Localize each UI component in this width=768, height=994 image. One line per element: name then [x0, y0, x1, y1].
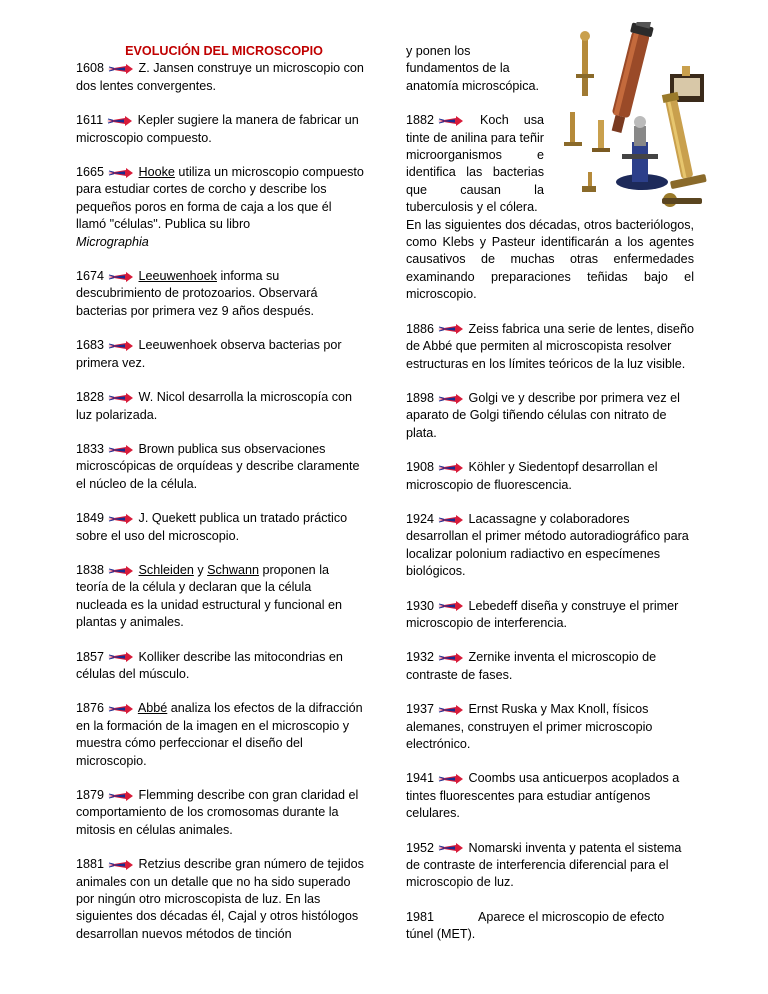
entry-year: 1898	[406, 390, 435, 405]
entry-text: Coombs usa anticuerpos acoplados a tintes fluorescentes para estudiar antígenos celulares.	[406, 771, 680, 821]
entry-text: y ponen los fundamentos de la anatomía microscópica.	[406, 44, 539, 93]
pointing-arrow-icon	[437, 324, 463, 334]
entry-year: 1828	[76, 390, 105, 405]
entry-text: Koch usa tinte de anilina para teñir microorganismos e identifica las bacterias que causan la tuberculosis y el cólera.	[406, 113, 545, 215]
entry-year: 1849	[76, 511, 105, 526]
pointing-arrow-icon	[437, 515, 463, 525]
pointing-arrow-icon	[107, 652, 133, 662]
entry-text: Z. Jansen construye un microscopio con dos lentes convergentes.	[76, 61, 364, 93]
pointing-arrow-icon	[437, 705, 463, 715]
timeline-entry-1857	[76, 649, 364, 684]
entry-year: 1932	[406, 650, 435, 665]
timeline-entry-1674	[76, 268, 364, 320]
timeline-entry-1937	[406, 701, 694, 753]
schwann-link[interactable]: Schwann	[207, 562, 259, 577]
entry-text: Nomarski inventa y patenta el sistema de contraste de interferencia diferencial para el microscopio de luz.	[406, 840, 682, 890]
timeline-entry-1683	[76, 337, 364, 372]
timeline-entry-1611	[76, 112, 364, 147]
entry-text: proponen la teoría de la célula y declaran que la célula nucleada es la unidad estructural y funcional en plantas y animales.	[76, 562, 343, 630]
entry-text-continued: En las siguientes dos décadas, otros bacteriólogos, como Klebs y Pasteur identificarán a los agentes causativos de muchas otras enfermedades examinando preparaciones teñidas bajo el microscopio.	[406, 217, 694, 302]
hooke-link[interactable]: Hooke	[138, 165, 175, 180]
document-title: EVOLUCIÓN DEL MICROSCOPIO	[125, 44, 323, 58]
abbe-link[interactable]: Abbé	[137, 701, 168, 716]
entry-year: 1857	[76, 649, 105, 664]
timeline-entry-1876	[76, 700, 364, 770]
pointing-arrow-icon	[437, 774, 463, 784]
entry-year: 1881	[76, 857, 105, 872]
entry-text: Aparece el microscopio de efecto túnel (MET).	[406, 909, 665, 942]
entry-year: 1924	[406, 511, 435, 526]
entry-text: Zeiss fabrica una serie de lentes, diseño de Abbé que permiten al microscopista resolver estructuras en los límites teóricos de la luz visible.	[406, 321, 694, 371]
entry-year: 1608	[76, 61, 105, 76]
schleiden-link[interactable]: Schleiden	[138, 562, 194, 577]
timeline-entry-1838	[76, 562, 364, 632]
left-column	[76, 40, 364, 943]
entry-text: Zernike inventa el microscopio de contraste de fases.	[406, 650, 657, 682]
timeline-entry-1924	[406, 511, 694, 581]
timeline-entry-1665	[76, 164, 364, 251]
entry-year: 1941	[406, 771, 435, 786]
pointing-arrow-icon	[437, 116, 463, 126]
entry-text: Leeuwenhoek observa bacterias por primera vez.	[76, 338, 342, 370]
pointing-arrow-icon	[107, 393, 133, 403]
timeline-entry-1879	[76, 787, 364, 839]
timeline-entry-1608	[76, 60, 364, 95]
right-column	[406, 40, 694, 944]
timeline-entry-1941	[406, 770, 694, 822]
timeline-entry-1898	[406, 390, 694, 442]
entry-text: Kepler sugiere la manera de fabricar un microscopio compuesto.	[76, 113, 359, 145]
timeline-entry-1908	[406, 459, 694, 494]
entry-1882-wrap	[406, 112, 544, 216]
entry-year: 1879	[76, 788, 105, 802]
book-title: Micrographia	[76, 234, 149, 249]
entry-year: 1930	[406, 598, 435, 613]
entry-year: 1908	[406, 460, 435, 475]
pointing-arrow-icon	[107, 64, 133, 74]
entry-year: 1876	[76, 701, 105, 716]
timeline-entry-1930	[406, 598, 694, 633]
entry-text: analiza los efectos de la difracción en la formación de la imagen en el microscopio y muestra cómo perfeccionar el diseño del microscopio.	[76, 701, 363, 768]
pointing-arrow-icon	[437, 463, 463, 473]
timeline-entry-1981	[406, 909, 694, 944]
pointing-arrow-icon	[107, 445, 133, 455]
pointing-arrow-icon	[107, 341, 133, 351]
timeline-entry-1932	[406, 649, 694, 684]
pointing-arrow-icon	[437, 394, 463, 404]
entry-text: Golgi ve y describe por primera vez el aparato de Golgi tiñendo células con nitrato de plata.	[406, 390, 680, 440]
pointing-arrow-icon	[107, 168, 133, 178]
entry-year: 1833	[76, 441, 105, 456]
entry-text: Flemming describe con gran claridad el comportamiento de los cromosomas durante la mitosis en células animales.	[76, 788, 359, 837]
entry-year: 1886	[406, 321, 435, 336]
timeline-entry-1882	[406, 112, 694, 303]
entry-year: 1665	[76, 165, 105, 180]
entry-year: 1981	[406, 909, 435, 924]
entry-text: Köhler y Siedentopf desarrollan el microscopio de fluorescencia.	[406, 460, 658, 492]
entry-text: Brown publica sus observaciones microscópicas de orquídeas y describe claramente el núcleo de la célula.	[76, 441, 360, 491]
timeline-entry-1833	[76, 441, 364, 493]
pointing-arrow-icon	[107, 272, 133, 282]
entry-year: 1611	[76, 113, 104, 128]
entry-year: 1882	[406, 113, 435, 128]
pointing-arrow-icon	[107, 514, 133, 524]
pointing-arrow-icon	[107, 566, 133, 576]
entry-text: utiliza un microscopio compuesto para estudiar cortes de corcho y describe los pequeños poros en forma de caja a los que él llamó "células". Publica su libro	[76, 165, 364, 232]
entry-year: 1952	[406, 840, 435, 855]
pointing-arrow-icon	[106, 116, 132, 126]
timeline-entry-1828	[76, 389, 364, 424]
pointing-arrow-icon	[437, 601, 463, 611]
entry-year: 1838	[76, 562, 105, 577]
entry-text: Retzius describe gran número de tejidos animales con un detalle que no ha sido superado por ningún otro microscopista de luz. En las siguientes dos décadas él, Cajal y otros histólogos desarrollan nuevos métodos de tinción	[76, 857, 364, 941]
pointing-arrow-icon	[107, 791, 133, 801]
entry-text: Lacassagne y colaboradores desarrollan el primer método autoradiográfico para localizar polonium radiactivo en especímenes biológicos.	[406, 511, 689, 579]
pointing-arrow-icon	[107, 704, 133, 714]
entry-text: Ernst Ruska y Max Knoll, físicos alemanes, construyen el primer microscopio electrónico.	[406, 702, 653, 751]
pointing-arrow-icon	[437, 843, 463, 853]
timeline-entry-1886	[406, 321, 694, 373]
leeuwenhoek-link[interactable]: Leeuwenhoek	[138, 269, 217, 284]
entry-text: W. Nicol desarrolla la microscopía con luz polarizada.	[76, 390, 353, 422]
timeline-entry-1849	[76, 510, 364, 545]
timeline-entry-1881	[76, 856, 364, 943]
entry-year: 1683	[76, 338, 105, 353]
entry-text: Kolliker describe las mitocondrias en células del músculo.	[76, 649, 343, 681]
pointing-arrow-icon	[107, 860, 133, 870]
entry-connector: y	[193, 562, 208, 577]
entry-text: informa su descubrimiento de protozoarios. Observará bacterias por primera vez 9 años después.	[76, 269, 318, 318]
entry-year: 1937	[406, 702, 435, 717]
entry-text: Lebedeff diseña y construye el primer microscopio de interferencia.	[406, 598, 679, 630]
timeline-entry-1952	[406, 840, 694, 892]
entry-text: J. Quekett publica un tratado práctico sobre el uso del microscopio.	[76, 511, 348, 543]
pointing-arrow-icon	[437, 653, 463, 663]
entry-year: 1674	[76, 269, 105, 284]
continuation-text	[406, 43, 544, 95]
